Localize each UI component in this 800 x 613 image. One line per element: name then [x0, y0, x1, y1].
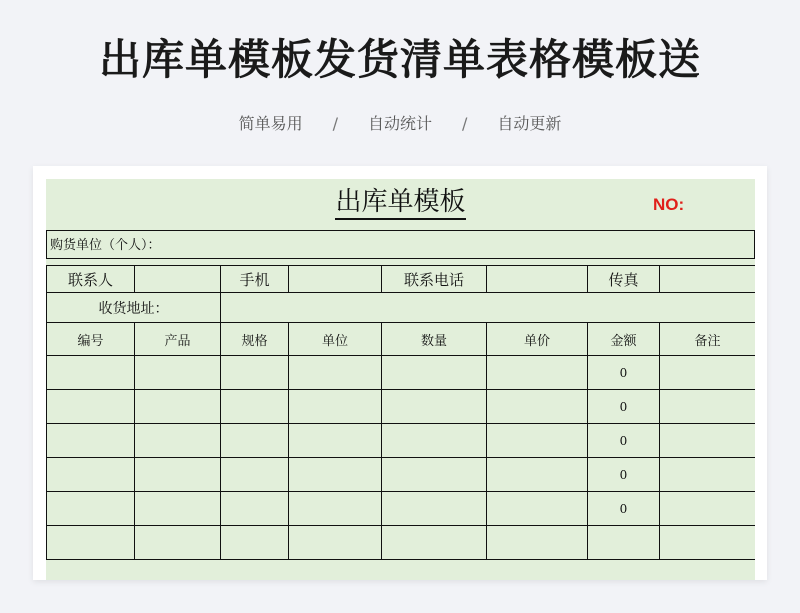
outbound-table	[46, 265, 755, 560]
fax-label: 传真	[588, 266, 660, 293]
table-cell[interactable]	[487, 424, 588, 458]
separator: /	[332, 114, 338, 133]
table-cell[interactable]	[47, 390, 135, 424]
phone-value-cell[interactable]	[289, 266, 382, 293]
table-cell[interactable]	[289, 526, 382, 560]
tel-label: 联系电话	[382, 266, 487, 293]
table-cell[interactable]	[660, 526, 756, 560]
phone-label: 手机	[221, 266, 289, 293]
amount-cell[interactable]: 0	[588, 458, 660, 492]
template-preview-card	[33, 166, 767, 580]
feature-auto-update: 自动更新	[497, 114, 562, 133]
feature-tagline	[0, 113, 800, 135]
contact-row	[47, 266, 756, 293]
form-title	[46, 185, 755, 219]
contact-label: 联系人	[47, 266, 135, 293]
amount-cell[interactable]: 0	[588, 356, 660, 390]
table-cell[interactable]	[660, 458, 756, 492]
table-cell[interactable]	[487, 356, 588, 390]
table-cell[interactable]	[221, 458, 289, 492]
amount-cell[interactable]: 0	[588, 492, 660, 526]
contact-value-cell[interactable]	[135, 266, 221, 293]
table-cell[interactable]	[289, 492, 382, 526]
table-cell[interactable]	[135, 390, 221, 424]
table-cell[interactable]	[382, 492, 487, 526]
feature-easy: 简单易用	[238, 114, 303, 133]
table-cell[interactable]	[382, 356, 487, 390]
table-cell[interactable]	[47, 356, 135, 390]
table-cell[interactable]	[135, 424, 221, 458]
address-row	[47, 293, 756, 323]
table-row	[47, 424, 756, 458]
column-header: 产品	[135, 323, 221, 356]
column-header: 编号	[47, 323, 135, 356]
table-cell[interactable]	[221, 356, 289, 390]
table-cell[interactable]	[660, 492, 756, 526]
number-label: NO:	[653, 195, 685, 214]
table-cell[interactable]	[382, 424, 487, 458]
spreadsheet-sheet	[46, 179, 755, 580]
table-cell[interactable]	[221, 390, 289, 424]
feature-auto-stats: 自动统计	[367, 114, 432, 133]
table-cell[interactable]	[135, 458, 221, 492]
table-cell[interactable]	[382, 458, 487, 492]
table-row	[47, 526, 756, 560]
table-row	[47, 390, 756, 424]
table-cell[interactable]	[135, 526, 221, 560]
table-cell[interactable]	[221, 526, 289, 560]
table-cell[interactable]	[289, 458, 382, 492]
form-title-text: 出库单模板	[335, 187, 465, 220]
table-row	[47, 458, 756, 492]
column-header-row	[47, 323, 756, 356]
address-value-cell[interactable]	[221, 293, 756, 323]
table-cell[interactable]	[289, 356, 382, 390]
table-cell[interactable]	[47, 526, 135, 560]
table-cell[interactable]	[221, 492, 289, 526]
column-header: 单位	[289, 323, 382, 356]
table-cell[interactable]	[487, 526, 588, 560]
table-cell[interactable]	[135, 356, 221, 390]
column-header: 规格	[221, 323, 289, 356]
fax-value-cell[interactable]	[660, 266, 756, 293]
amount-cell[interactable]: 0	[588, 424, 660, 458]
table-cell[interactable]	[487, 390, 588, 424]
amount-cell[interactable]	[588, 526, 660, 560]
column-header: 备注	[660, 323, 756, 356]
table-row	[47, 492, 756, 526]
table-cell[interactable]	[289, 424, 382, 458]
table-cell[interactable]	[382, 526, 487, 560]
table-cell[interactable]	[289, 390, 382, 424]
table-row	[47, 356, 756, 390]
table-cell[interactable]	[47, 458, 135, 492]
table-cell[interactable]	[660, 390, 756, 424]
table-cell[interactable]	[47, 424, 135, 458]
column-header: 数量	[382, 323, 487, 356]
address-label: 收货地址：	[47, 293, 221, 323]
column-header: 金额	[588, 323, 660, 356]
table-cell[interactable]	[660, 356, 756, 390]
amount-cell[interactable]: 0	[588, 390, 660, 424]
table-cell[interactable]	[382, 390, 487, 424]
table-cell[interactable]	[487, 492, 588, 526]
buyer-field[interactable]: 购货单位（个人）：	[46, 230, 755, 259]
table-cell[interactable]	[221, 424, 289, 458]
table-cell[interactable]	[47, 492, 135, 526]
tel-value-cell[interactable]	[487, 266, 588, 293]
table-cell[interactable]	[135, 492, 221, 526]
page-title: 出库单模板发货清单表格模板送	[98, 35, 701, 84]
table-cell[interactable]	[487, 458, 588, 492]
separator: /	[462, 114, 468, 133]
table-cell[interactable]	[660, 424, 756, 458]
column-header: 单价	[487, 323, 588, 356]
